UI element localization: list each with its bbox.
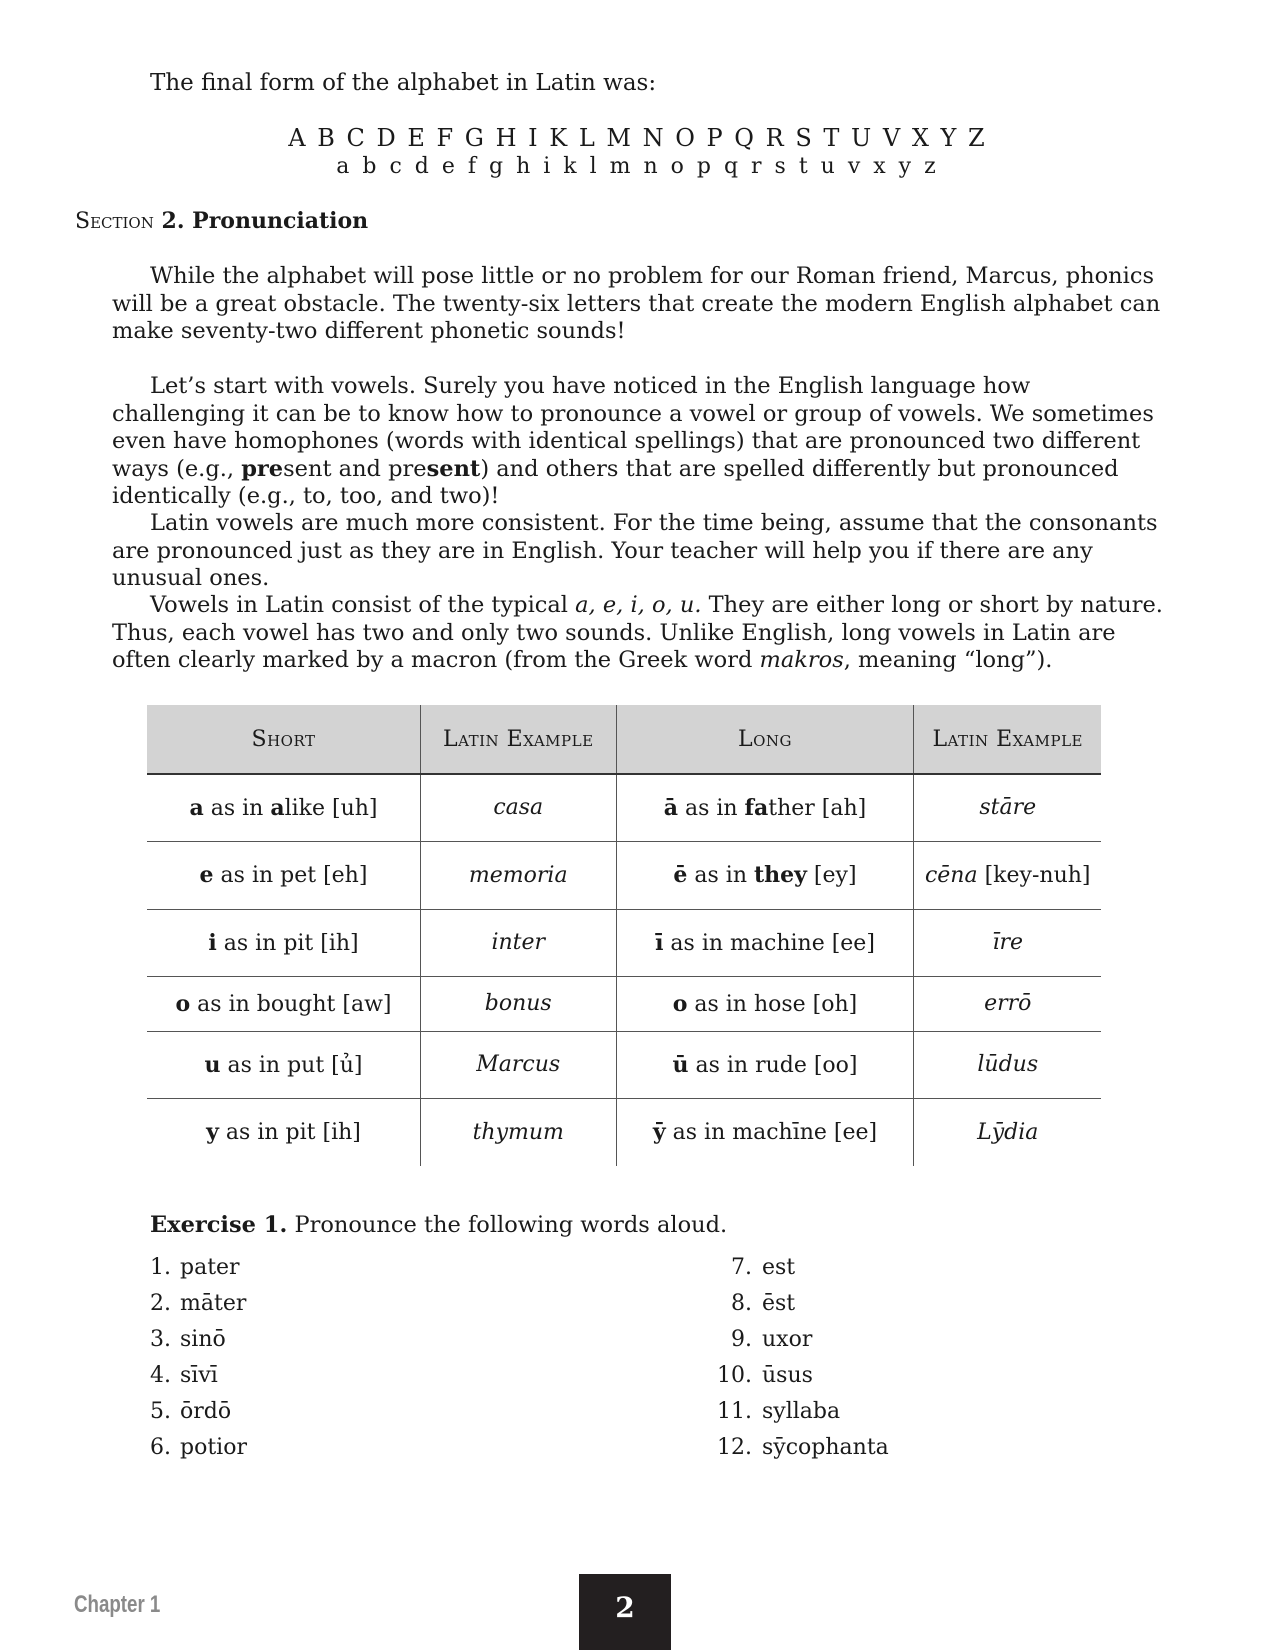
cell-long-part: they [754, 862, 807, 888]
cell-long-example [914, 1031, 1101, 1098]
cell-long-part: as in [663, 930, 731, 956]
list-item [712, 1430, 889, 1466]
cell-short-part: as in [220, 1052, 288, 1078]
header-latin-example-long: Latin Example [914, 705, 1101, 774]
cell-long [616, 1031, 914, 1098]
cell-short-example [421, 976, 617, 1031]
vowel-table-row [147, 841, 1101, 909]
item-number: 12. [717, 1435, 752, 1460]
header-long: Long [616, 705, 914, 774]
cell-long-example-part: Lȳdia [977, 1119, 1039, 1145]
cell-short [147, 976, 421, 1031]
cell-short-part: o [175, 990, 191, 1017]
paragraph-macron [112, 592, 1167, 675]
cell-short-part: y [206, 1119, 219, 1146]
vowel-table-row [147, 909, 1101, 976]
cell-long-part: ē [673, 862, 688, 888]
cell-short-part: bought [aw] [256, 991, 392, 1017]
cell-short-example [421, 1098, 617, 1166]
footer-chapter: Chapter 1 [74, 1591, 161, 1618]
cell-short-example-part: bonus [484, 991, 552, 1016]
item-word: potior [180, 1435, 247, 1460]
list-item [150, 1358, 247, 1394]
item-number: 1. [150, 1255, 171, 1280]
cell-short [147, 841, 421, 909]
vowel-table-row [147, 1098, 1101, 1166]
item-word: uxor [762, 1327, 813, 1352]
exercise-list-left [150, 1250, 247, 1466]
page-number: 2 [579, 1574, 671, 1650]
item-number: 4. [150, 1363, 171, 1388]
item-number: 8. [731, 1291, 752, 1316]
list-item [150, 1286, 247, 1322]
p4-text-b: They are either long or short by nature. Thus, each vowel has two and only two sounds. Unlike English, long vowels in Latin are often clearly marked by a macron (from the Greek word [112, 592, 1163, 673]
cell-long-part: hose [oh] [753, 991, 858, 1017]
item-word: sinō [180, 1327, 226, 1352]
cell-short [147, 1031, 421, 1098]
cell-short-example-part: memoria [468, 862, 568, 888]
cell-long-part: ū [672, 1051, 689, 1078]
cell-short-part: i [208, 929, 217, 956]
cell-short-example-part: thymum [472, 1119, 564, 1145]
intro-text: The final form of the alphabet in Latin was: [150, 70, 657, 96]
item-word: sīvī [180, 1363, 218, 1388]
cell-long-part: o [672, 990, 688, 1017]
cell-long [616, 841, 914, 909]
cell-short-example-part: casa [493, 795, 544, 821]
cell-long-example [914, 1098, 1101, 1166]
p2-stress-1: pre [241, 455, 284, 482]
p2-text-d: ) and others that are spelled differently but pronounced identically (e.g., to, too, and two)! [112, 455, 1119, 509]
cell-short [147, 909, 421, 976]
header-short: Short [147, 705, 421, 774]
cell-short-part: as in [190, 991, 257, 1017]
cell-short-part: as in [216, 930, 284, 956]
cell-long-example [914, 841, 1101, 909]
cell-short-example [421, 1031, 617, 1098]
p2-text-a: Let’s start with vowels. Surely you have noticed in the English language how challenging it can be to know how to pronounce a vowel or group of vowels. We sometimes even have homophones (words with identical spellings) that are pronounced two different ways (e.g., [112, 373, 1154, 482]
cell-long-part: ther [ah] [768, 795, 867, 821]
section-label: Section [75, 209, 154, 234]
section-heading [75, 208, 368, 234]
cell-long-example [914, 774, 1101, 841]
p4-vowels: a, e, i, o, u. [575, 592, 702, 618]
cell-short [147, 1098, 421, 1166]
list-item [712, 1358, 889, 1394]
item-number: 5. [150, 1399, 171, 1424]
cell-long-part: as in [688, 1052, 756, 1078]
list-item [150, 1430, 247, 1466]
list-item [150, 1322, 247, 1358]
cell-short-part: as in [203, 795, 271, 821]
cell-short-part: put [ủ] [287, 1052, 363, 1078]
cell-short-part: pit [ih] [285, 1120, 361, 1146]
exercise-heading [150, 1212, 727, 1238]
section-title: 2. Pronunciation [161, 208, 369, 234]
cell-long-part: as in [687, 991, 754, 1017]
cell-short-example [421, 841, 617, 909]
cell-long-part: machīne [ee] [732, 1120, 878, 1146]
cell-long-part: machine [ee] [730, 930, 875, 956]
paragraph-phonics: While the alphabet will pose little or no problem for our Roman friend, Marcus, phonics will be a great obstacle. The twenty-six letters that create the modern English alphabet can make seventy-two different phonetic sounds! [112, 263, 1161, 344]
cell-long [616, 909, 914, 976]
item-word: ēst [762, 1291, 796, 1316]
item-word: est [762, 1255, 796, 1280]
cell-long-part: as in [687, 863, 754, 888]
cell-long-part: fa [744, 794, 769, 821]
p4-text-a: Vowels in Latin consist of the typical [150, 592, 576, 618]
p4-text-c: , meaning “long”). [843, 647, 1053, 673]
item-word: pater [180, 1255, 240, 1280]
cell-long-example-part: cēna [924, 862, 978, 888]
alphabet-uppercase: A B C D E F G H I K L M N O P Q R S T U V X Y Z [288, 124, 987, 152]
alphabet-lowercase: a b c d e f g h i k l m n o p q r s t u v x y z [336, 154, 939, 179]
list-item [712, 1250, 889, 1286]
cell-long [616, 1098, 914, 1166]
p4-makros: makros [759, 647, 844, 673]
cell-short-part: pit [ih] [283, 930, 359, 956]
cell-short [147, 774, 421, 841]
cell-long-part: as in [665, 1120, 733, 1146]
cell-long-part: as in [677, 795, 745, 821]
paragraph-consistency: Latin vowels are much more consistent. For the time being, assume that the consonants are pronounced just as they are in English. Your teacher will help you if there are any unusual ones. [112, 510, 1158, 591]
cell-long-example-part: errō [984, 991, 1032, 1016]
cell-short-example [421, 774, 617, 841]
vowel-table-row [147, 774, 1101, 841]
cell-short-part: a [189, 794, 204, 821]
cell-long [616, 976, 914, 1031]
cell-short-part: as in [213, 863, 281, 888]
item-word: māter [180, 1291, 247, 1316]
list-item [712, 1286, 889, 1322]
vowel-table-row [147, 1031, 1101, 1098]
cell-short-part: u [204, 1051, 221, 1078]
p2-stress-2: sent [426, 455, 481, 482]
cell-long [616, 774, 914, 841]
list-item [150, 1394, 247, 1430]
cell-long-example-part: īre [992, 930, 1024, 955]
item-number: 10. [717, 1363, 752, 1388]
cell-long-example [914, 976, 1101, 1031]
paragraph-vowels [112, 373, 1167, 511]
item-number: 6. [150, 1435, 171, 1460]
cell-long-example-part: stāre [979, 795, 1037, 821]
item-number: 3. [150, 1327, 171, 1352]
exercise-list-right [712, 1250, 889, 1466]
exercise-label: Exercise 1. [150, 1212, 288, 1238]
list-item [712, 1322, 889, 1358]
p2-text-c: sent and pre [283, 455, 427, 482]
cell-long-part: rude [oo] [755, 1052, 858, 1078]
vowel-table-header [147, 705, 1101, 774]
cell-long-part: [ey] [806, 863, 857, 888]
header-latin-example-short: Latin Example [421, 705, 617, 774]
item-word: sȳcophanta [762, 1435, 889, 1460]
exercise-instruction: Pronounce the following words aloud. [287, 1212, 728, 1238]
cell-short-part: as in [218, 1120, 286, 1146]
cell-short-part: pet [eh] [280, 863, 368, 888]
item-word: ūsus [762, 1363, 813, 1388]
item-number: 11. [717, 1399, 752, 1424]
vowel-table-row [147, 976, 1101, 1031]
cell-short-example [421, 909, 617, 976]
item-word: ōrdō [180, 1399, 232, 1424]
cell-short-part: e [199, 862, 214, 888]
cell-short-part: a [270, 794, 285, 821]
cell-short-part: like [uh] [284, 795, 378, 821]
cell-long-example-part: lūdus [977, 1052, 1039, 1077]
cell-long-example-part: [key-nuh] [977, 862, 1091, 888]
cell-long-example [914, 909, 1101, 976]
cell-short-example-part: inter [491, 930, 546, 955]
cell-long-part: ȳ [652, 1119, 666, 1146]
item-number: 9. [731, 1327, 752, 1352]
vowel-table [147, 705, 1101, 1166]
list-item [712, 1394, 889, 1430]
item-number: 7. [731, 1255, 752, 1280]
item-number: 2. [150, 1291, 171, 1316]
list-item [150, 1250, 247, 1286]
cell-long-part: ī [655, 929, 664, 956]
cell-long-part: ā [663, 794, 678, 821]
item-word: syllaba [762, 1399, 841, 1424]
cell-short-example-part: Marcus [476, 1052, 561, 1077]
